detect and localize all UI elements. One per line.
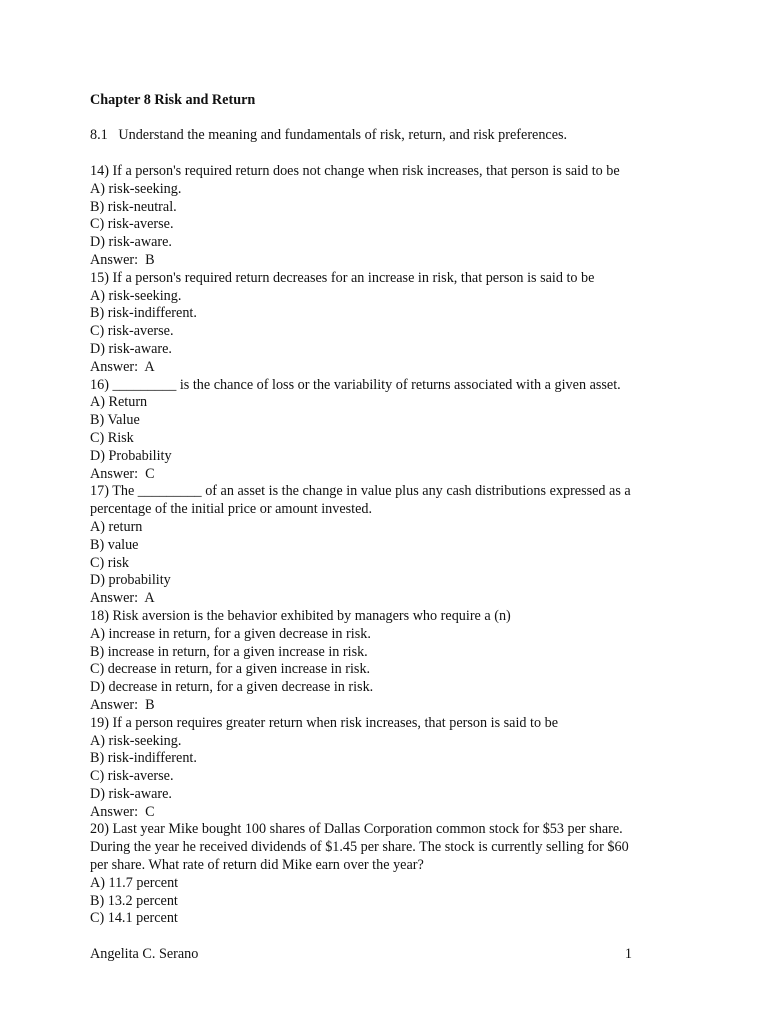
answer-option: A) increase in return, for a given decrease in risk. bbox=[90, 625, 371, 642]
question-stem: 19) If a person requires greater return when risk increases, that person is said to be bbox=[90, 714, 559, 731]
answer-option: B) Value bbox=[90, 412, 140, 429]
answer-key: Answer: C bbox=[90, 465, 155, 482]
answer-option: C) risk-averse. bbox=[90, 323, 174, 340]
answer-option: A) risk-seeking. bbox=[90, 180, 182, 197]
answer-key: Answer: C bbox=[90, 803, 155, 820]
question-item bbox=[90, 715, 690, 822]
answer-option: D) risk-aware. bbox=[90, 234, 172, 251]
question-stem: 16) _________ is the chance of loss or the variability of returns associated with a given asset. bbox=[90, 376, 621, 393]
answer-option: C) risk-averse. bbox=[90, 216, 174, 233]
question-stem: 18) Risk aversion is the behavior exhibited by managers who require a (n) bbox=[90, 607, 511, 624]
answer-option: C) 14.1 percent bbox=[90, 910, 178, 927]
answer-option: B) risk-indifferent. bbox=[90, 750, 197, 767]
answer-option: D) probability bbox=[90, 572, 171, 589]
question-item bbox=[90, 483, 690, 608]
answer-option: B) value bbox=[90, 536, 139, 553]
question-stem: 20) Last year Mike bought 100 shares of Dallas Corporation common stock for $53 per share. bbox=[90, 821, 623, 838]
answer-option: B) risk-indifferent. bbox=[90, 305, 197, 322]
question-item bbox=[90, 608, 690, 715]
answer-option: A) 11.7 percent bbox=[90, 874, 179, 891]
question-stem: 17) The _________ of an asset is the change in value plus any cash distributions expressed as a bbox=[90, 483, 631, 500]
section-heading: 8.1 Understand the meaning and fundamentals of risk, return, and risk preferences. bbox=[90, 127, 568, 143]
answer-option: C) decrease in return, for a given increase in risk. bbox=[90, 661, 371, 678]
answer-option: A) Return bbox=[90, 394, 148, 411]
answer-option: D) decrease in return, for a given decrease in risk. bbox=[90, 679, 374, 696]
answer-option: D) risk-aware. bbox=[90, 785, 172, 802]
answer-option: D) risk-aware. bbox=[90, 340, 172, 357]
question-stem: per share. What rate of return did Mike earn over the year? bbox=[90, 857, 424, 874]
answer-option: A) risk-seeking. bbox=[90, 732, 182, 749]
question-item bbox=[90, 270, 690, 377]
answer-key: Answer: B bbox=[90, 251, 155, 268]
document-page bbox=[90, 92, 690, 928]
answer-option: C) risk bbox=[90, 554, 130, 571]
question-item bbox=[90, 163, 690, 270]
question-stem: 15) If a person's required return decreases for an increase in risk, that person is said to be bbox=[90, 269, 595, 286]
answer-option: A) risk-seeking. bbox=[90, 287, 182, 304]
question-item bbox=[90, 377, 690, 484]
answer-option: A) return bbox=[90, 518, 143, 535]
question-stem: 14) If a person's required return does not change when risk increases, that person is said to be bbox=[90, 163, 620, 179]
answer-option: C) Risk bbox=[90, 429, 134, 446]
answer-key: Answer: A bbox=[90, 358, 155, 375]
answer-key: Answer: B bbox=[90, 696, 155, 713]
question-stem: During the year he received dividends of $1.45 per share. The stock is currently selling for $60 bbox=[90, 839, 629, 856]
answer-option: B) 13.2 percent bbox=[90, 892, 178, 909]
question-stem: percentage of the initial price or amount invested. bbox=[90, 501, 373, 518]
answer-option: B) increase in return, for a given increase in risk. bbox=[90, 643, 368, 660]
answer-key: Answer: A bbox=[90, 590, 155, 607]
answer-option: D) Probability bbox=[90, 447, 172, 464]
answer-option: C) risk-averse. bbox=[90, 768, 174, 785]
footer-page-number: 1 bbox=[624, 946, 632, 962]
chapter-title: Chapter 8 Risk and Return bbox=[90, 92, 256, 108]
question-list bbox=[90, 163, 690, 928]
footer-author: Angelita C. Serano bbox=[90, 946, 199, 962]
answer-option: B) risk-neutral. bbox=[90, 198, 177, 215]
question-item bbox=[90, 821, 690, 928]
